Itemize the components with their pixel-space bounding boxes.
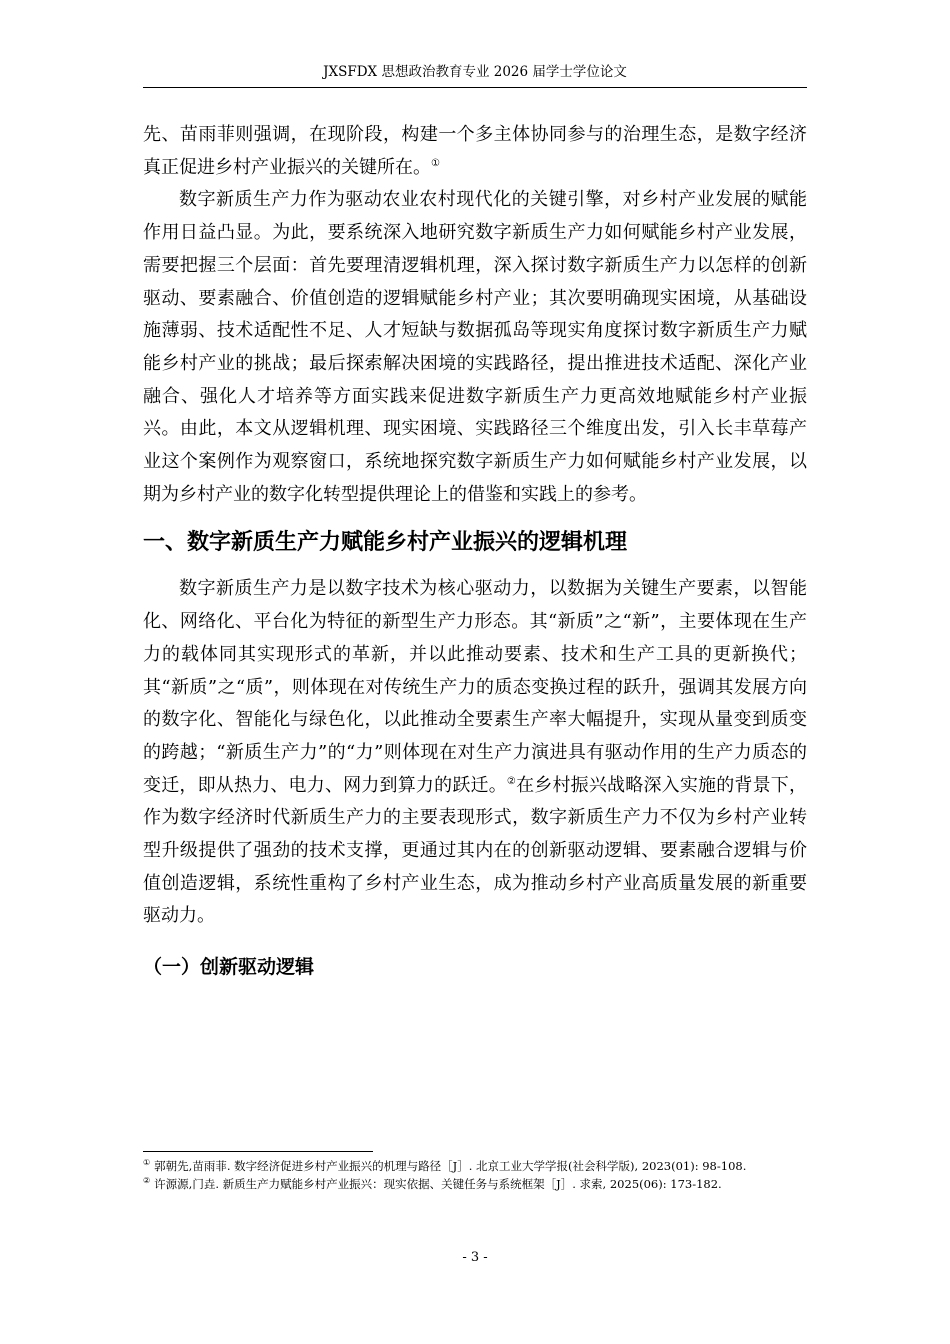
running-header: JXSFDX 思想政治教育专业 2026 届学士学位论文 — [323, 64, 627, 80]
paragraph-text: 数字新质生产力是以数字技术为核心驱动力，以数据为关键生产要素，以智能化、网络化、平台化为特征的新型生产力形态。其“新质”之“新”，主要体现在生产力的载体同其实现形式的革新，并以此推动要素、技术和生产工具的更新换代；其“新质”之“质”，则体现在对传统生产力的质态变换过程的跃升，强调其发展方向的数字化、智能化与绿色化，以此推动全要素生产率大幅提升，实现从量变到质变的跨越；“新质生产力”的“力”则体现在对生产力演进具有驱动作用的生产力质态的变迁，即从热力、电力、网力到算力的跃迁。 — [143, 578, 807, 796]
footnote-ref-1[interactable]: ① — [431, 157, 440, 169]
footnotes — [143, 1158, 807, 1193]
footnote-text: 郭朝先,苗雨菲. 数字经济促进乡村产业振兴的机理与路径［J］. 北京工业大学学报(社会科学版), 2023(01): 98-108. — [154, 1159, 747, 1173]
paragraph-intro: 数字新质生产力作为驱动农业农村现代化的关键引擎，对乡村产业发展的赋能作用日益凸显。为此，要系统深入地研究数字新质生产力如何赋能乡村产业发展，需要把握三个层面：首先要理清逻辑机理，深入探讨数字新质生产力以怎样的创新驱动、要素融合、价值创造的逻辑赋能乡村产业；其次要明确现实困境，从基础设施薄弱、技术适配性不足、人才短缺与数据孤岛等现实角度探讨数字新质生产力赋能乡村产业的挑战；最后探索解决困境的实践路径，提出推进技术适配、深化产业融合、强化人才培养等方面实践来促进数字新质生产力更高效地赋能乡村产业振兴。由此，本文从逻辑机理、现实困境、实践路径三个维度出发，引入长丰草莓产业这个案例作为观察窗口，系统地探究数字新质生产力如何赋能乡村产业发展，以期为乡村产业的数字化转型提供理论上的借鉴和实践上的参考。 — [143, 189, 807, 505]
paragraph-text: 在乡村振兴战略深入实施的背景下，作为数字经济时代新质生产力的主要表现形式，数字新质生产力不仅为乡村产业转型升级提供了强劲的技术支撑，更通过其内在的创新驱动逻辑、要素融合逻辑与价值创造逻辑，系统性重构了乡村产业生态，成为推动乡村产业高质量发展的新重要驱动力。 — [143, 774, 808, 927]
footnote-rule — [143, 1151, 373, 1152]
footnote-1 — [143, 1158, 807, 1176]
subsection-heading: （一）创新驱动逻辑 — [143, 956, 315, 979]
page-number: - 3 - — [462, 1250, 488, 1265]
footnote-ref-2[interactable]: ② — [506, 775, 517, 787]
paragraph-text: 先、苗雨菲则强调，在现阶段，构建一个多主体协同参与的治理生态，是数字经济真正促进乡村产业振兴的关键所在。 — [143, 124, 807, 178]
footnote-text: 许源源,门垚. 新质生产力赋能乡村产业振兴：现实依据、关键任务与系统框架［J］. 求索, 2025(06): 173-182. — [154, 1176, 722, 1191]
header-rule — [143, 87, 807, 88]
section-heading: 一、数字新质生产力赋能乡村产业振兴的逻辑机理 — [143, 530, 628, 556]
footnote-mark: ① — [143, 1158, 151, 1168]
paragraph-section-1 — [143, 573, 807, 933]
main-text — [143, 119, 807, 987]
paragraph-continued — [143, 119, 807, 184]
footnote-2 — [143, 1176, 807, 1194]
footnote-mark: ② — [143, 1175, 151, 1185]
